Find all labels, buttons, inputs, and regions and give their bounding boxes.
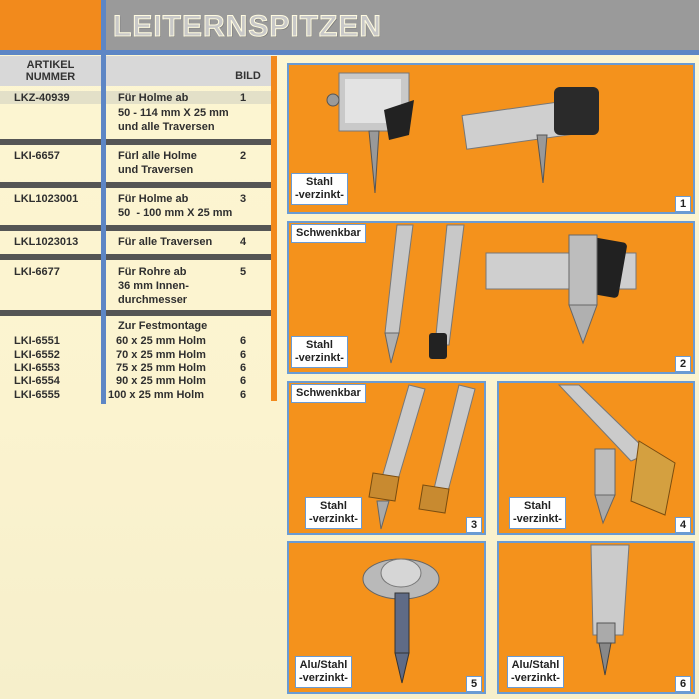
festmontage-heading: Zur Festmontage xyxy=(118,320,208,332)
feature-tag: Schwenkbar xyxy=(291,384,366,403)
description-line: und Traversen xyxy=(118,164,194,176)
bild-number: 6 xyxy=(240,362,247,374)
bild-number: 6 xyxy=(240,349,247,361)
artikel-number: LKI-6552 xyxy=(14,349,60,361)
bild-number: 3 xyxy=(240,193,247,205)
picture-number: 1 xyxy=(675,196,691,212)
material-label xyxy=(507,656,564,688)
description-line: 100 x 25 mm Holm xyxy=(108,389,204,401)
description-line: 75 x 25 mm Holm xyxy=(116,362,206,374)
product-picture-2 xyxy=(287,221,695,374)
description-line: 50 - 100 mm X 25 mm xyxy=(118,207,233,219)
artikel-number: LKL1023013 xyxy=(14,236,79,248)
row-separator xyxy=(0,139,271,145)
page-title: LEITERNSPITZEN xyxy=(113,10,383,43)
header-orange-block xyxy=(0,0,101,50)
artikel-number: LKI-6551 xyxy=(14,335,60,347)
description-line: 50 - 114 mm X 25 mm xyxy=(118,107,229,119)
bild-number: 6 xyxy=(240,335,247,347)
row-separator xyxy=(0,310,271,316)
material-label xyxy=(291,173,348,205)
material-name: Stahl xyxy=(306,176,333,188)
ladder-tip-illustration xyxy=(289,65,693,212)
product-picture-5 xyxy=(287,541,486,694)
material-name: Alu/Stahl xyxy=(511,659,560,671)
bild-number: 5 xyxy=(240,266,247,278)
table-edge-bar xyxy=(271,56,277,401)
description-line: Für Holme ab xyxy=(118,193,189,205)
bild-number: 4 xyxy=(240,236,247,248)
material-finish: -verzinkt- xyxy=(295,189,344,201)
product-picture-6 xyxy=(497,541,695,694)
artikel-number: LKI-6677 xyxy=(14,266,60,278)
material-name: Alu/Stahl xyxy=(299,659,348,671)
description-line: und alle Traversen xyxy=(118,121,215,133)
material-finish: -verzinkt- xyxy=(295,352,344,364)
material-label xyxy=(305,497,362,529)
artikel-header-line1: ARTIKEL xyxy=(26,59,75,71)
material-finish: -verzinkt- xyxy=(299,672,348,684)
bild-header: BILD xyxy=(235,70,261,82)
material-name: Stahl xyxy=(524,500,551,512)
row-separator xyxy=(0,254,271,260)
product-picture-1 xyxy=(287,63,695,214)
material-label xyxy=(509,497,566,529)
description-line: Für Holme ab xyxy=(118,92,189,104)
description-line: 90 x 25 mm Holm xyxy=(116,375,206,387)
picture-number: 5 xyxy=(466,676,482,692)
bild-number: 2 xyxy=(240,150,247,162)
material-label xyxy=(295,656,352,688)
product-picture-3 xyxy=(287,381,486,535)
picture-number: 2 xyxy=(675,356,691,372)
bild-header-cell xyxy=(106,56,271,86)
material-finish: -verzinkt- xyxy=(513,513,562,525)
material-label xyxy=(291,336,348,368)
description-line: Fürl alle Holme xyxy=(118,150,197,162)
artikel-number: LKZ-40939 xyxy=(14,92,70,104)
artikel-number: LKL1023001 xyxy=(14,193,79,205)
material-name: Stahl xyxy=(306,339,333,351)
description-line: durchmesser xyxy=(118,294,188,306)
artikel-header-line2: NUMMER xyxy=(25,71,76,83)
material-finish: -verzinkt- xyxy=(309,513,358,525)
picture-number: 6 xyxy=(675,676,691,692)
artikel-header-cell xyxy=(0,56,101,86)
picture-number: 4 xyxy=(675,517,691,533)
artikel-number: LKI-6554 xyxy=(14,375,60,387)
description-line: 36 mm Innen- xyxy=(118,280,189,292)
row-separator xyxy=(0,182,271,188)
row-separator xyxy=(0,225,271,231)
feature-tag: Schwenkbar xyxy=(291,224,366,243)
bild-number: 6 xyxy=(240,389,247,401)
picture-number: 3 xyxy=(466,517,482,533)
ladder-tip-illustration xyxy=(289,223,693,372)
bild-number: 6 xyxy=(240,375,247,387)
product-picture-4 xyxy=(497,381,695,535)
artikel-number: LKI-6555 xyxy=(14,389,60,401)
material-name: Stahl xyxy=(320,500,347,512)
description-line: Für Rohre ab xyxy=(118,266,187,278)
artikel-number: LKI-6553 xyxy=(14,362,60,374)
material-finish: -verzinkt- xyxy=(511,672,560,684)
bild-number: 1 xyxy=(240,92,247,104)
description-line: 60 x 25 mm Holm xyxy=(116,335,206,347)
artikel-number: LKI-6657 xyxy=(14,150,60,162)
description-line: 70 x 25 mm Holm xyxy=(116,349,206,361)
description-line: Für alle Traversen xyxy=(118,236,213,248)
